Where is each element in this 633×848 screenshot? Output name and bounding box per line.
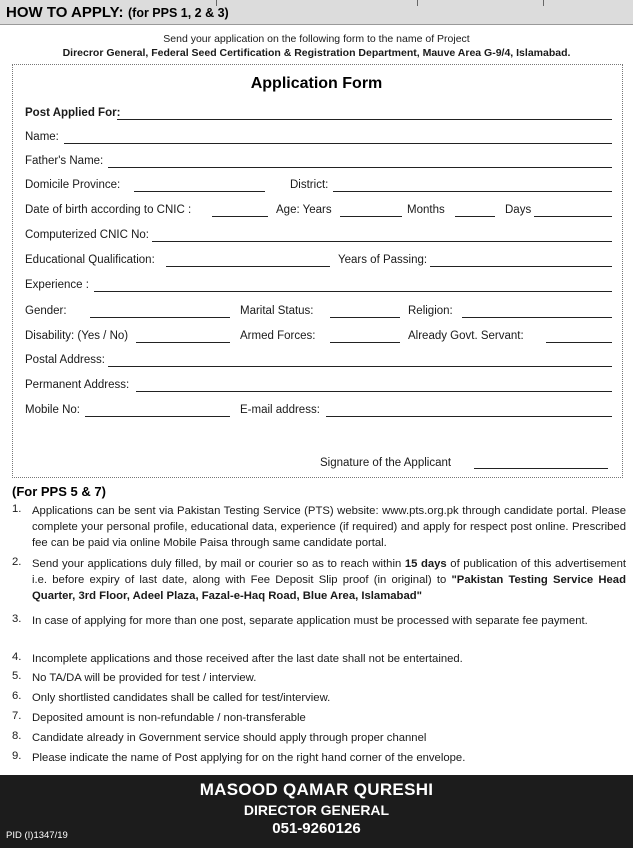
mobile-field[interactable]: [85, 416, 230, 417]
instruction-text: of publication of this advertisement i.e. before expiry of last date, along with Fee Deposit Slip proof (in original) to: [32, 558, 626, 586]
signature-label: Signature of the Applicant: [320, 457, 452, 469]
months-field[interactable]: [455, 216, 495, 217]
instruction-number: 8.: [12, 730, 22, 742]
signature-field[interactable]: [474, 468, 608, 469]
how-to-apply-heading: HOW TO APPLY:: [6, 4, 124, 21]
dob-field[interactable]: [212, 216, 268, 217]
instruction-number: 9.: [12, 750, 22, 762]
pps-note: (for PPS 1, 2 & 3): [128, 6, 229, 20]
instruction-text: Send your applications duly filled, by mail or courier so as to reach within: [32, 558, 405, 570]
days-label: Days: [505, 204, 532, 216]
post-applied-field[interactable]: [117, 119, 612, 120]
instruction-item: Applications can be sent via Pakistan Testing Service (PTS) website: www.pts.org.pk through candidate portal. Please complete your personal profile, educational data, experience (if required) and apply for respect post online. Prescribed fee can be paid via online Mobile Paisa through same candidate portal.: [32, 505, 626, 549]
armed-forces-field[interactable]: [330, 342, 400, 343]
days-field[interactable]: [534, 216, 612, 217]
postal-address-field[interactable]: [108, 366, 612, 367]
years-passing-field[interactable]: [430, 266, 612, 267]
marital-status-label: Marital Status:: [240, 305, 314, 317]
pts-hq-address: "Pakistan Testing Service Head Quarter, 3rd Floor, Adeel Plaza, Fazal-e-Haq Road, Blue Area, Islamabad": [32, 574, 626, 602]
cnic-label: Computerized CNIC No:: [25, 229, 149, 241]
top-divider: [216, 0, 217, 6]
years-passing-label: Years of Passing:: [338, 254, 428, 266]
cnic-field[interactable]: [152, 241, 612, 242]
email-field[interactable]: [326, 416, 612, 417]
permanent-address-label: Permanent Address:: [25, 379, 130, 391]
instruction-item: Deposited amount is non-refundable / non-transferable: [32, 712, 306, 724]
gender-field[interactable]: [90, 317, 230, 318]
age-years-label: Age: Years: [276, 204, 332, 216]
instruction-number: 3.: [12, 613, 22, 625]
form-title: Application Form: [250, 75, 383, 92]
instruction-item: [32, 556, 626, 604]
instruction-number: 1.: [12, 503, 22, 515]
signatory-footer: [0, 775, 633, 848]
dob-label: Date of birth according to CNIC :: [25, 204, 192, 216]
instruction-number: 5.: [12, 670, 22, 682]
disability-label: Disability: (Yes / No): [25, 330, 129, 342]
instruction-number: 2.: [12, 556, 22, 568]
religion-label: Religion:: [408, 305, 453, 317]
fathers-name-field[interactable]: [108, 167, 612, 168]
instruction-item: No TA/DA will be provided for test / interview.: [32, 672, 257, 684]
name-label: Name:: [25, 131, 59, 143]
instruction-number: 7.: [12, 710, 22, 722]
mailing-address: Direcror General, Federal Seed Certification & Registration Department, Mauve Area G-9/4, Islamabad.: [62, 47, 571, 59]
experience-label: Experience :: [25, 279, 89, 291]
contact-phone: 051-9260126: [272, 820, 361, 837]
post-applied-label: Post Applied For:: [25, 107, 121, 119]
pid-number: PID (I)1347/19: [6, 830, 68, 841]
signatory-name: MASOOD QAMAR QURESHI: [199, 780, 434, 799]
months-label: Months: [407, 204, 445, 216]
education-label: Educational Qualification:: [25, 254, 155, 266]
send-instruction: Send your application on the following form to the name of Project: [163, 33, 470, 45]
email-label: E-mail address:: [240, 404, 320, 416]
experience-field[interactable]: [94, 291, 612, 292]
marital-status-field[interactable]: [330, 317, 400, 318]
govt-servant-label: Already Govt. Servant:: [408, 330, 524, 342]
permanent-address-field[interactable]: [136, 391, 612, 392]
deadline-days: 15 days: [404, 558, 447, 570]
disability-field[interactable]: [136, 342, 230, 343]
domicile-field[interactable]: [134, 191, 265, 192]
instruction-item: Candidate already in Government service should apply through proper channel: [32, 732, 427, 744]
pps-5-7-heading: (For PPS 5 & 7): [12, 484, 106, 499]
education-field[interactable]: [166, 266, 330, 267]
instruction-number: 4.: [12, 651, 22, 663]
district-label: District:: [290, 179, 329, 191]
top-divider: [543, 0, 544, 6]
govt-servant-field[interactable]: [546, 342, 612, 343]
district-field[interactable]: [333, 191, 612, 192]
top-divider: [417, 0, 418, 6]
instruction-item: Please indicate the name of Post applying for on the right hand corner of the envelope.: [32, 752, 466, 764]
how-to-apply-bar: [0, 0, 633, 25]
domicile-label: Domicile Province:: [25, 179, 121, 191]
age-years-field[interactable]: [340, 216, 402, 217]
instruction-number: 6.: [12, 690, 22, 702]
gender-label: Gender:: [25, 305, 67, 317]
instruction-item: In case of applying for more than one post, separate application must be processed with separate fee payment.: [32, 615, 588, 627]
armed-forces-label: Armed Forces:: [240, 330, 316, 342]
signatory-designation: DIRECTOR GENERAL: [243, 802, 390, 818]
instruction-item: Only shortlisted candidates shall be called for test/interview.: [32, 692, 331, 704]
fathers-name-label: Father's Name:: [25, 155, 104, 167]
religion-field[interactable]: [462, 317, 612, 318]
mobile-label: Mobile No:: [25, 404, 80, 416]
instruction-item: Incomplete applications and those received after the last date shall not be entertained.: [32, 653, 463, 665]
postal-address-label: Postal Address:: [25, 354, 105, 366]
name-field[interactable]: [64, 143, 612, 144]
